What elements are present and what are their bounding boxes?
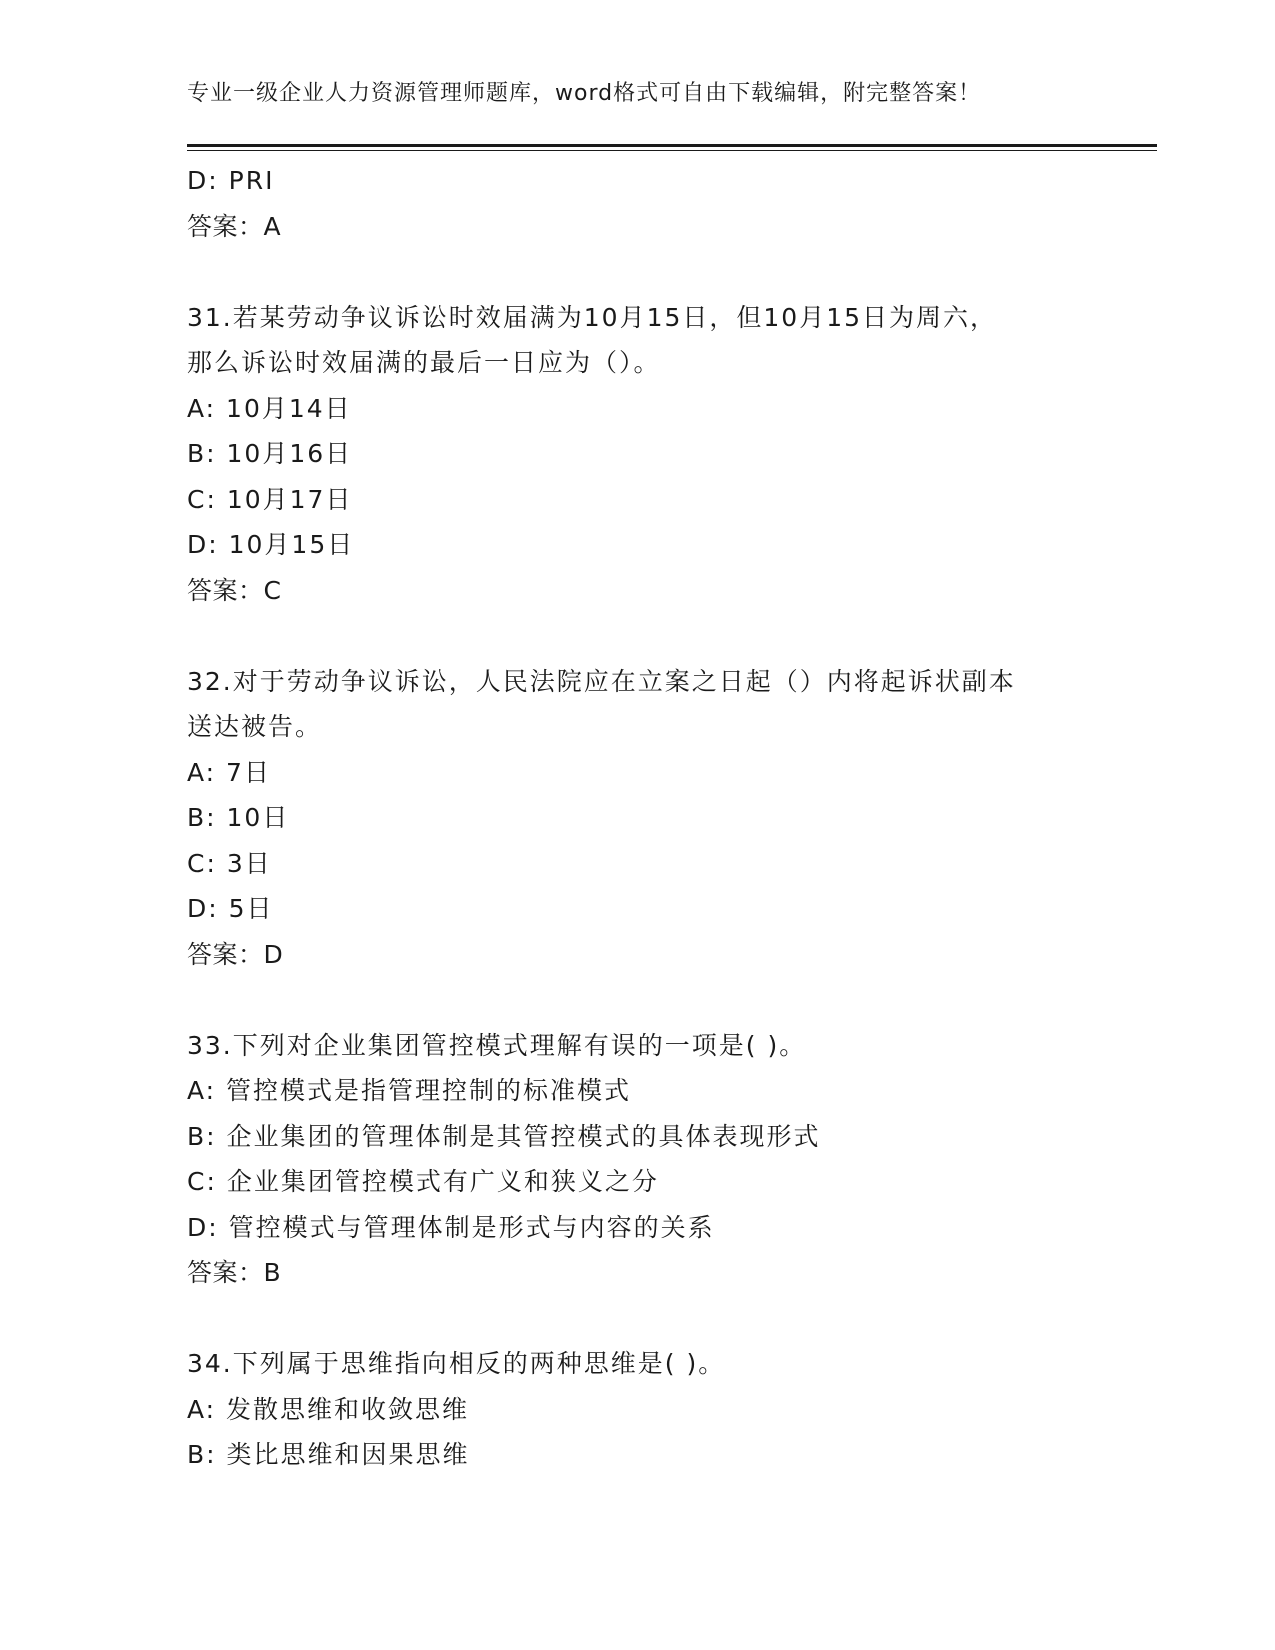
- header-divider-thin: [187, 150, 1157, 151]
- spacer: [187, 613, 1087, 659]
- question-text: 32.对于劳动争议诉讼，人民法院应在立案之日起（）内将起诉状副本: [187, 666, 1016, 696]
- option-c: C: 3日: [187, 848, 272, 878]
- question-31: [187, 295, 1087, 614]
- option-a: A: 发散思维和收敛思维: [187, 1394, 470, 1424]
- option-a: A: 7日: [187, 757, 271, 787]
- answer-line: 答案：D: [187, 939, 284, 969]
- option-c: C: 10月17日: [187, 484, 353, 514]
- document-body: [187, 158, 1087, 1478]
- option-b: B: 10月16日: [187, 439, 353, 468]
- option-b: B: 类比思维和因果思维: [187, 1440, 470, 1469]
- header-divider-thick: [187, 144, 1157, 147]
- option-b: B: 企业集团的管理体制是其管控模式的具体表现形式: [187, 1121, 821, 1151]
- question-32: [187, 659, 1087, 978]
- question-text: 34.下列属于思维指向相反的两种思维是( )。: [187, 1349, 726, 1378]
- question-34: [187, 1341, 1087, 1478]
- option-d: D: PRI: [187, 166, 275, 195]
- question-text: 33.下列对企业集团管控模式理解有误的一项是( )。: [187, 1030, 807, 1060]
- answer-line: 答案：A: [187, 211, 282, 241]
- answer-line: 答案：C: [187, 575, 282, 605]
- question-33: [187, 1023, 1087, 1296]
- question-text: 那么诉讼时效届满的最后一日应为（）。: [187, 348, 661, 377]
- option-b: B: 10日: [187, 803, 290, 832]
- spacer: [187, 977, 1087, 1023]
- question-text: 31.若某劳动争议诉讼时效届满为10月15日，但10月15日为周六，: [187, 302, 998, 332]
- spacer: [187, 249, 1087, 295]
- option-d: D: 10月15日: [187, 530, 355, 559]
- answer-line: 答案：B: [187, 1258, 282, 1287]
- spacer: [187, 1296, 1087, 1342]
- option-c: C: 企业集团管控模式有广义和狭义之分: [187, 1167, 659, 1196]
- option-a: A: 10月14日: [187, 393, 352, 423]
- option-a: A: 管控模式是指管理控制的标准模式: [187, 1076, 632, 1105]
- page-header: 专业一级企业人力资源管理师题库，word格式可自由下载编辑，附完整答案！: [187, 81, 982, 106]
- option-d: D: 5日: [187, 894, 274, 923]
- question-text: 送达被告。: [187, 712, 323, 741]
- option-d: D: 管控模式与管理体制是形式与内容的关系: [187, 1212, 715, 1242]
